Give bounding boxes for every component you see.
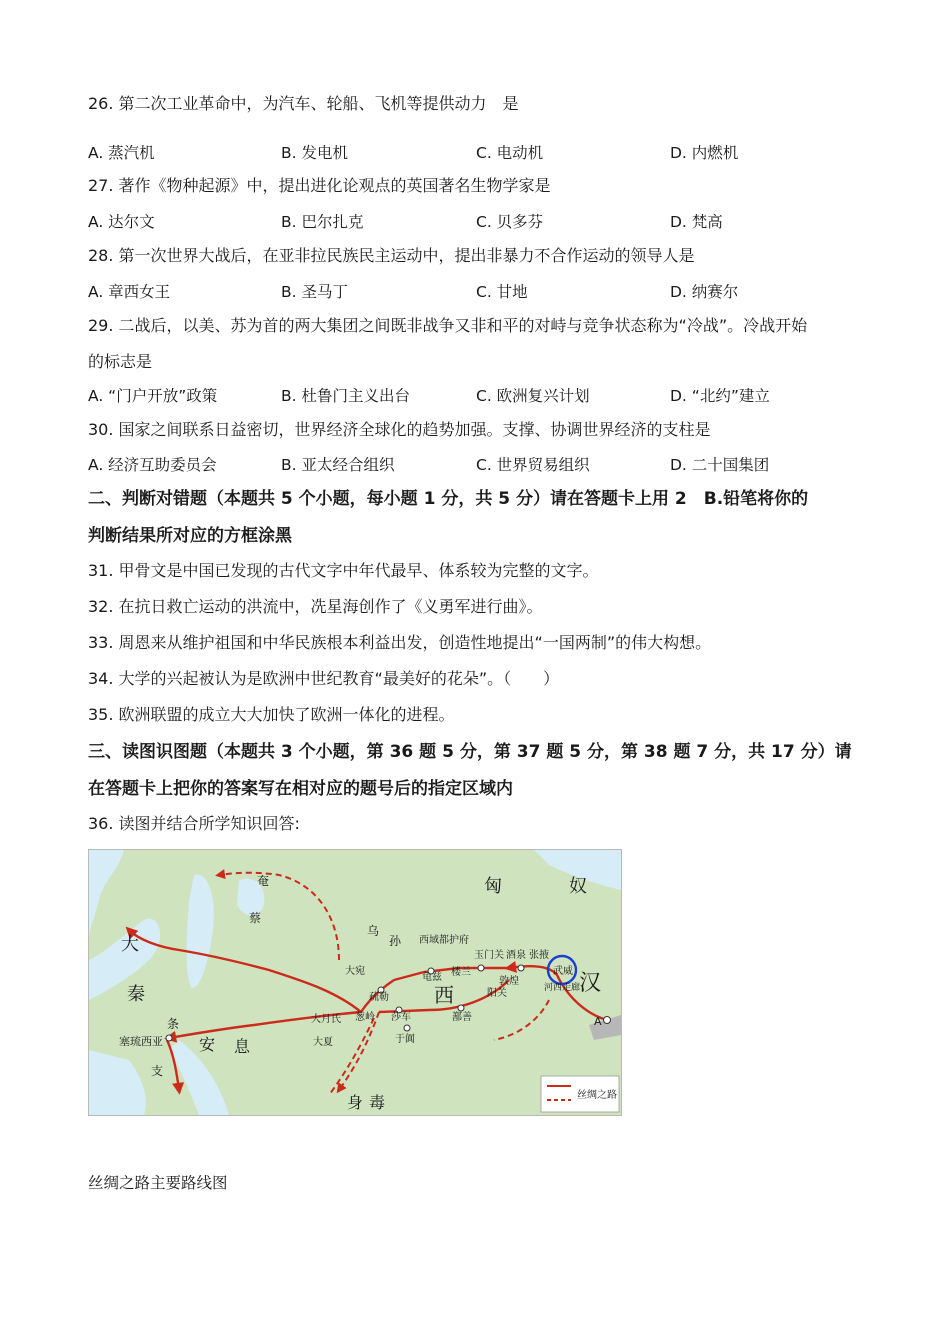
section-3-heading-cont: 在答题卡上把你的答案写在相对应的题号后的指定区域内: [88, 779, 513, 799]
label-yangguan: 阳关: [487, 988, 507, 999]
option-a: A. “门户开放”政策: [88, 387, 218, 405]
question-29-line2: 的标志是: [88, 352, 153, 371]
option-d: D. 纳赛尔: [670, 283, 739, 301]
label-xiongnu-2: 奴: [569, 876, 587, 897]
section-2-heading-cont: 判断结果所对应的方框涂黑: [88, 526, 292, 546]
label-loulan: 楼兰: [451, 967, 471, 978]
option-a: A. 蒸汽机: [88, 144, 155, 162]
city-marker-shanshan: [458, 1005, 464, 1011]
label-qin: 秦: [127, 984, 145, 1005]
label-daxia: 大夏: [313, 1037, 333, 1048]
label-shache: 莎车: [391, 1012, 411, 1023]
map-caption: 丝绸之路主要路线图: [88, 1174, 228, 1192]
label-wu: 乌: [367, 924, 380, 938]
option-c: C. 世界贸易组织: [476, 456, 590, 474]
label-a-mark: A: [594, 1015, 602, 1028]
label-du: 毒: [369, 1093, 386, 1112]
option-b: B. 杜鲁门主义出台: [281, 387, 410, 405]
question-35: 35. 欧洲联盟的成立大大加快了欧洲一体化的进程。: [88, 705, 455, 724]
option-b: B. 亚太经合组织: [281, 456, 395, 474]
label-yutian: 于阗: [395, 1034, 415, 1045]
question-34: 34. 大学的兴起被认为是欧洲中世纪教育“最美好的花朵”。（ ）: [88, 669, 560, 688]
option-b: B. 发电机: [281, 144, 348, 162]
label-han: 汉: [579, 971, 602, 996]
question-29-line1: 29. 二战后，以美、苏为首的两大集团之间既非战争又非和平的对峙与竞争状态称为“冷战”。冷战开始: [88, 316, 808, 335]
city-marker-dunhuang: [518, 965, 524, 971]
label-jiuquan: 酒泉: [506, 950, 526, 961]
silk-road-map: [88, 849, 622, 1116]
label-zhi: 支: [151, 1064, 164, 1078]
option-c: C. 电动机: [476, 144, 544, 162]
label-xiyu: 西域都护府: [419, 935, 469, 946]
label-dawan: 大宛: [345, 966, 365, 977]
section-3-heading: 三、读图识图题（本题共 3 个小题，第 36 题 5 分，第 37 题 5 分，第 38 题 7 分，共 17 分）请: [88, 742, 852, 762]
label-cai: 蔡: [249, 911, 262, 925]
option-c: C. 欧洲复兴计划: [476, 387, 590, 405]
question-31: 31. 甲骨文是中国已发现的古代文字中年代最早、体系较为完整的文字。: [88, 561, 599, 580]
label-da: 大: [121, 934, 139, 955]
option-d: D. 二十国集团: [670, 456, 770, 474]
city-marker-changan: [604, 1017, 611, 1024]
question-27: 27. 著作《物种起源》中，提出进化论观点的英国著名生物学家是: [88, 176, 551, 195]
question-30: 30. 国家之间联系日益密切，世界经济全球化的趋势加强。支撑、协调世界经济的支柱是: [88, 420, 711, 439]
label-xiongnu-1: 匈: [484, 876, 502, 897]
option-b: B. 圣马丁: [281, 283, 348, 301]
option-d: D. “北约”建立: [670, 387, 770, 405]
question-32: 32. 在抗日救亡运动的洪流中，冼星海创作了《义勇军进行曲》。: [88, 597, 543, 616]
option-a: A. 章西女王: [88, 283, 171, 301]
label-xi: 西: [434, 983, 454, 1007]
option-a: A. 经济互助委员会: [88, 456, 217, 474]
city-marker-yutian: [404, 1025, 410, 1031]
label-tiao: 条: [167, 1017, 180, 1031]
label-guizi: 龟兹: [422, 972, 442, 983]
question-28: 28. 第一次世界大战后，在亚非拉民族民主运动中，提出非暴力不合作运动的领导人是: [88, 246, 695, 265]
label-wuwei: 武威: [553, 966, 573, 977]
map-land: [89, 850, 621, 1115]
label-congling: 葱岭: [355, 1012, 375, 1023]
label-hexi: 河西走廊: [544, 983, 581, 993]
label-dunhuang: 敦煌: [499, 976, 519, 987]
label-xi-2: 息: [234, 1037, 251, 1056]
label-yumen: 玉门关: [474, 950, 504, 961]
label-shen: 身: [347, 1093, 364, 1112]
section-2-heading: 二、判断对错题（本题共 5 个小题，每小题 1 分，共 5 分）请在答题卡上用 2 B.铅笔将你的: [88, 489, 809, 509]
option-d: D. 内燃机: [670, 144, 739, 162]
option-a: A. 达尔文: [88, 213, 155, 231]
label-antioch: 塞琉西亚: [119, 1035, 163, 1048]
legend-label: 丝绸之路: [577, 1090, 617, 1101]
label-yan: 奄: [257, 874, 270, 888]
label-shule: 疏勒: [369, 992, 389, 1003]
option-d: D. 梵高: [670, 213, 723, 231]
map-legend: [541, 1076, 619, 1112]
label-yuezhi: 大月氏: [311, 1014, 341, 1025]
city-marker-antioch: [166, 1035, 172, 1041]
label-an: 安: [199, 1035, 216, 1054]
option-c: C. 贝多芬: [476, 213, 544, 231]
label-zhangye: 张掖: [529, 950, 549, 961]
option-b: B. 巴尔扎克: [281, 213, 364, 231]
option-c: C. 甘地: [476, 283, 528, 301]
city-marker-loulan: [478, 965, 484, 971]
question-26: 26. 第二次工业革命中，为汽车、轮船、飞机等提供动力 是: [88, 94, 519, 113]
label-sun: 孙: [389, 934, 402, 948]
question-33: 33. 周恩来从维护祖国和中华民族根本利益出发，创造性地提出“一国两制”的伟大构想。: [88, 633, 712, 652]
label-shanshan: 鄯善: [452, 1012, 472, 1023]
question-36: 36. 读图并结合所学知识回答:: [88, 814, 300, 833]
